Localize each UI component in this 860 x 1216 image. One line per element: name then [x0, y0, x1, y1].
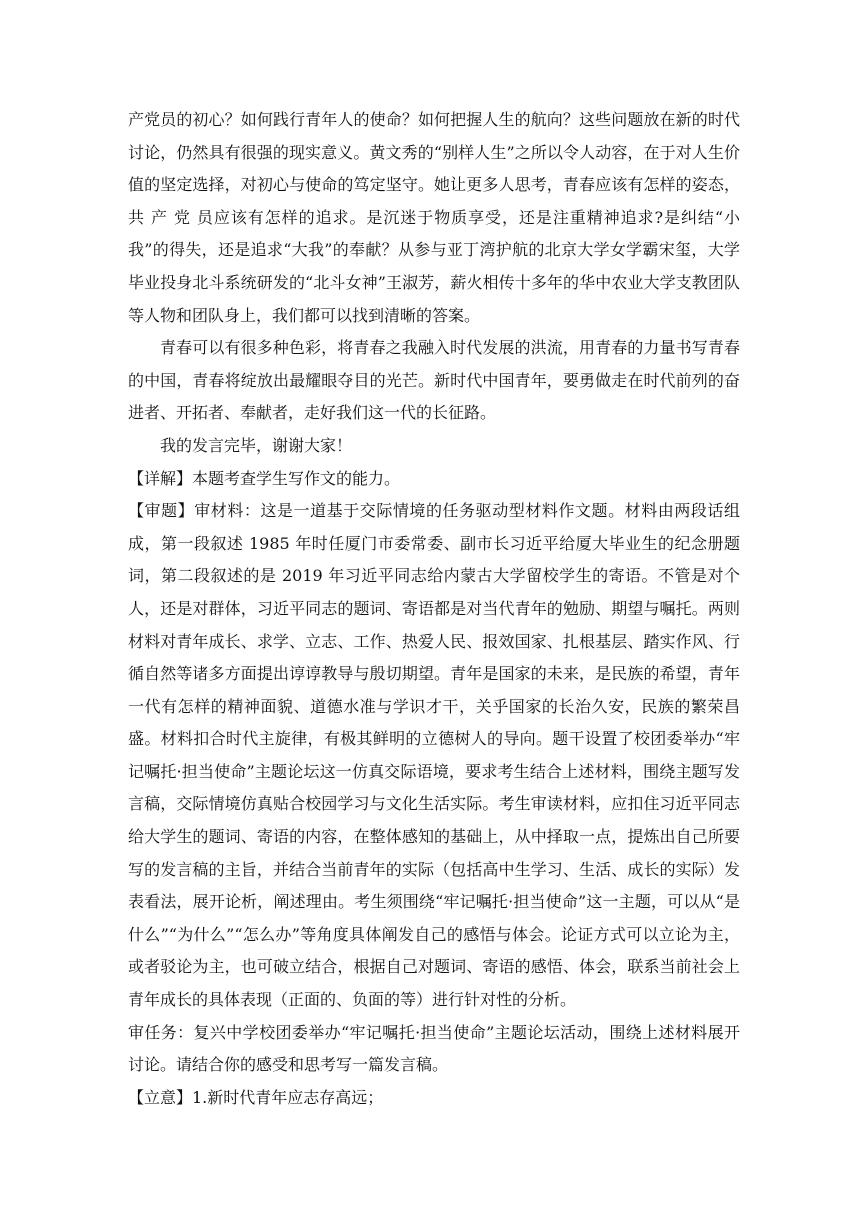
paragraph-essay-continuation: 产党员的初心？如何践行青年人的使命？如何把握人生的航向？这些问题放在新的时代讨论，仍然具有很强的现实意义。黄文秀的“别样人生”之所以令人动容，在于对人生价值的坚定选择，对初心与使命的笃定坚守。她让更多人思考，青春应该有怎样的姿态，共 产 党 员应该有怎样的追求。是沉迷于物质享受，还是注重精神追求?是纠结“小我”的得失，还是追求“大我”的奉献？从参与亚丁湾护航的北京大学女学霸宋玺，大学毕业投身北斗系统研发的“北斗女神”王淑芳，薪火相传十多年的华中农业大学支教团队等人物和团队身上，我们都可以找到清晰的答案。 — [128, 110, 740, 325]
paragraph-detail-explanation: 【详解】本题考查学生写作文的能力。 — [128, 468, 401, 488]
document-body — [128, 104, 740, 1114]
paragraph-essay-conclusion: 青春可以有很多种色彩，将青春之我融入时代发展的洪流，用青春的力量书写青春的中国，青春将绽放出最耀眼夺目的光芒。新时代中国青年，要勇做走在时代前列的奋进者、开拓者、奉献者，走好我们这一代的长征路。 — [128, 338, 740, 423]
paragraph-closing-remark: 我的发言完毕，谢谢大家！ — [160, 435, 353, 455]
paragraph-thesis: 【立意】1.新时代青年应志存高远； — [128, 1087, 384, 1107]
paragraph-review-task: 审任务：复兴中学校团委举办“牢记嘱托·担当使命”主题论坛活动，围绕上述材料展开讨论。请结合你的感受和思考写一篇发言稿。 — [128, 1022, 740, 1075]
paragraph-review-material: 【审题】审材料：这是一道基于交际情境的任务驱动型材料作文题。材料由两段话组成，第一段叙述 1985 年时任厦门市委常委、副市长习近平给厦大毕业生的纪念册题词，第二段叙述的是 2019 年习近平同志给内蒙古大学留校学生的寄语。不管是对个人，还是对群体，习近平同志的题词、寄语都是对当代青年的勉励、期望与嘱托。两则材料对青年成长、求学、立志、工作、热爱人民、报效国家、扎根基层、踏实作风、行循自然等诸多方面提出谆谆教导与殷切期望。青年是国家的未来，是民族的希望，青年一代有怎样的精神面貌、道德水准与学识才干，关乎国家的长治久安，民族的繁荣昌盛。材料扣合时代主旋律，有极其鲜明的立德树人的导向。题干设置了校团委举办“牢记嘱托·担当使命”主题论坛这一仿真交际语境，要求考生结合上述材料，围绕主题写发言稿，交际情境仿真贴合校园学习与文化生活实际。考生审读材料，应扣住习近平同志给大学生的题词、寄语的内容，在整体感知的基础上，从中择取一点，提炼出自己所要写的发言稿的主旨，并结合当前青年的实际（包括高中生学习、生活、成长的实际）发表看法，展开论析，阐述理由。考生须围绕“牢记嘱托·担当使命”这一主题，可以从“是什么”“为什么”“怎么办”等角度具体阐发自己的感悟与体会。论证方式可以立论为主，或者驳论为主，也可破立结合，根据自己对题词、寄语的感悟、体会，联系当前社会上青年成长的具体表现（正面的、负面的等）进行针对性的分析。 — [128, 501, 740, 1010]
